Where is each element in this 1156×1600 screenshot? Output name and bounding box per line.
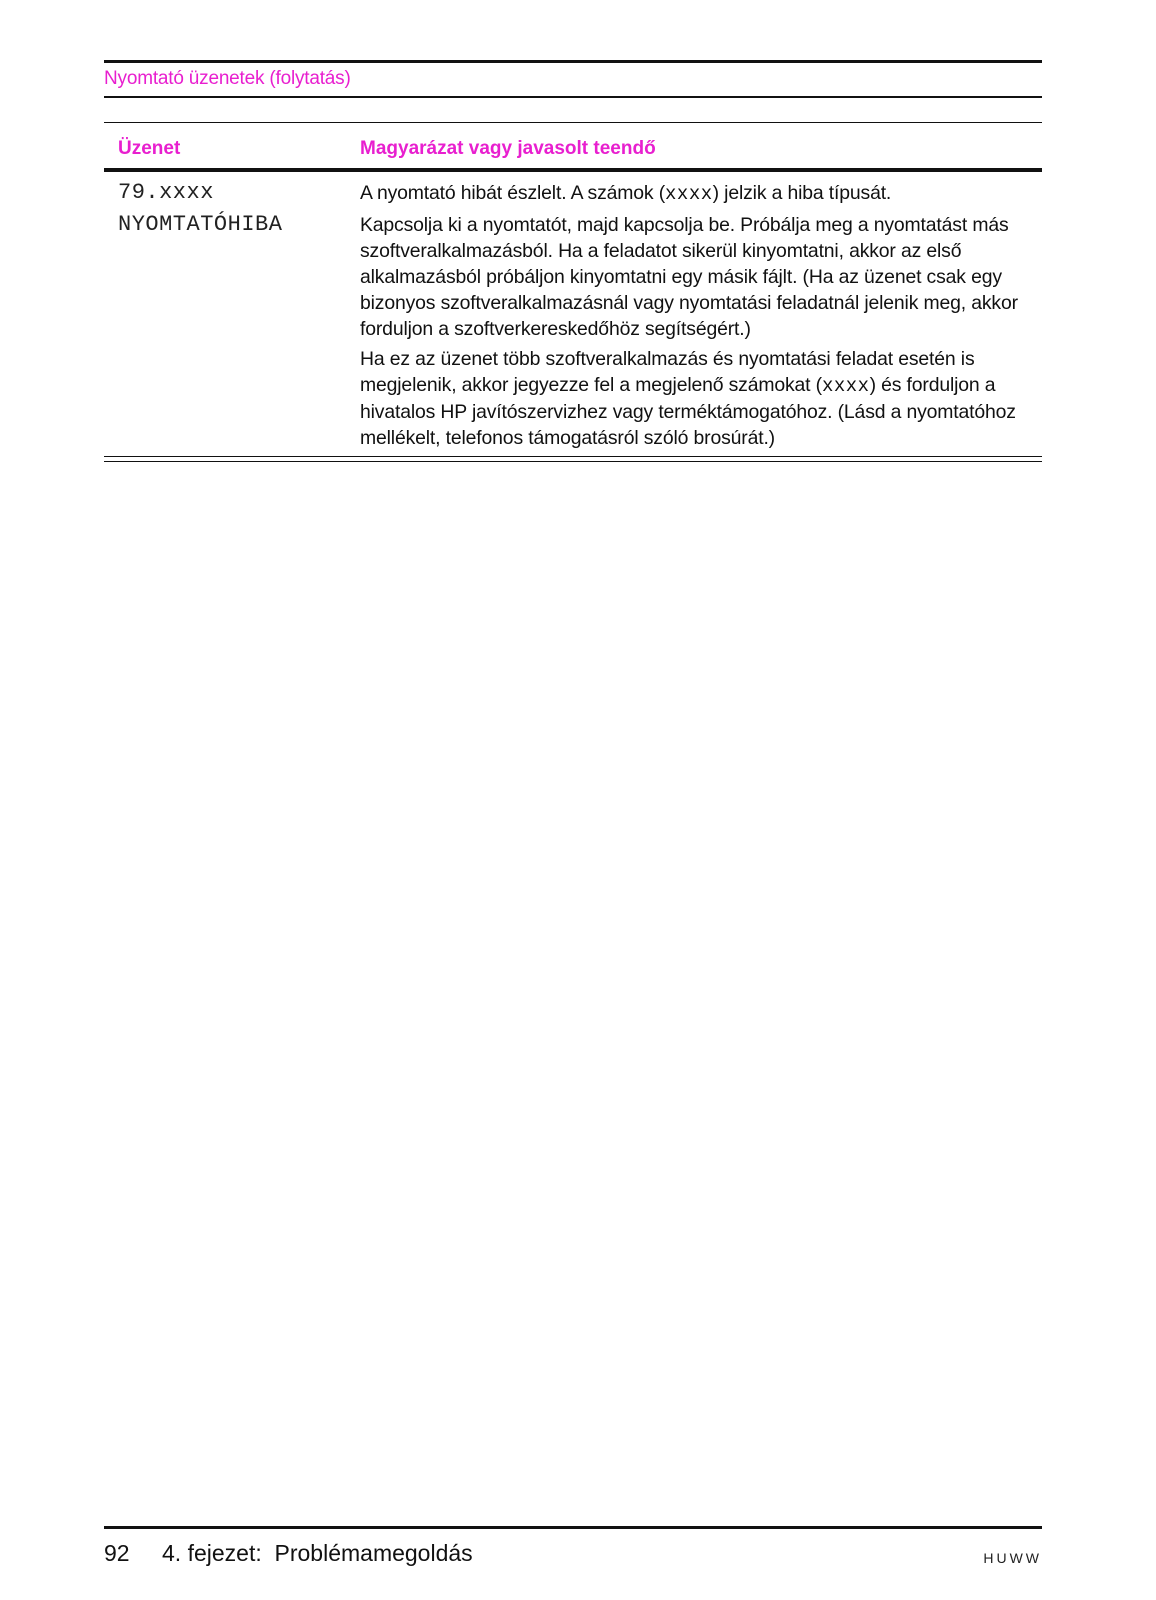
code-placeholder: xxxx bbox=[821, 375, 870, 397]
footer-rule bbox=[104, 1526, 1042, 1529]
column-header-explanation: Magyarázat vagy javasolt teendő bbox=[360, 138, 656, 159]
running-head-rule bbox=[104, 96, 1042, 98]
message-code: 79.xxxx bbox=[118, 180, 214, 205]
explanation-paragraph-1: A nyomtató hibát észlelt. A számok (xxxx) jelzik a hiba típusát. bbox=[360, 182, 892, 205]
code-placeholder: xxxx bbox=[665, 183, 713, 205]
chapter-title: 4. fejezet: Problémamegoldás bbox=[162, 1540, 473, 1566]
table-bottom-rule bbox=[104, 456, 1042, 457]
top-rule bbox=[104, 60, 1042, 63]
column-header-message: Üzenet bbox=[118, 138, 181, 159]
document-page bbox=[104, 0, 1042, 1600]
running-head: Nyomtató üzenetek (folytatás) bbox=[104, 68, 351, 89]
table-header-rule bbox=[104, 168, 1042, 172]
explanation-paragraph-2: Kapcsolja ki a nyomtatót, majd kapcsolja be. Próbálja meg a nyomtatást más szoftveralkalmazásból. Ha a feladatot sikerül kinyomtatni, akkor az első alkalmazásból próbáljon kinyomtatni egy másik fájlt. (Ha az üzenet csak egy bizonyos szoftveralkalmazásnál vagy nyomtatási feladatnál jelenik meg, akkor forduljon a szoftverkereskedőhöz segítségért.) bbox=[360, 214, 1018, 340]
explanation-paragraph-3: Ha ez az üzenet több szoftveralkalmazás és nyomtatási feladat esetén is megjelenik, akkor jegyezze fel a megjelenő számokat (xxxx) és forduljon a hivatalos HP javítószervizhez vagy terméktámogatóhoz. (Lásd a nyomtatóhoz mellékelt, telefonos támogatásról szóló brosúrát.) bbox=[360, 348, 1016, 449]
document-code: HUWW bbox=[983, 1550, 1042, 1566]
page-number: 92 bbox=[104, 1540, 130, 1566]
table-bottom-rule-2 bbox=[104, 461, 1042, 462]
table-top-rule bbox=[104, 122, 1042, 123]
message-name: NYOMTATÓHIBA bbox=[118, 212, 283, 237]
